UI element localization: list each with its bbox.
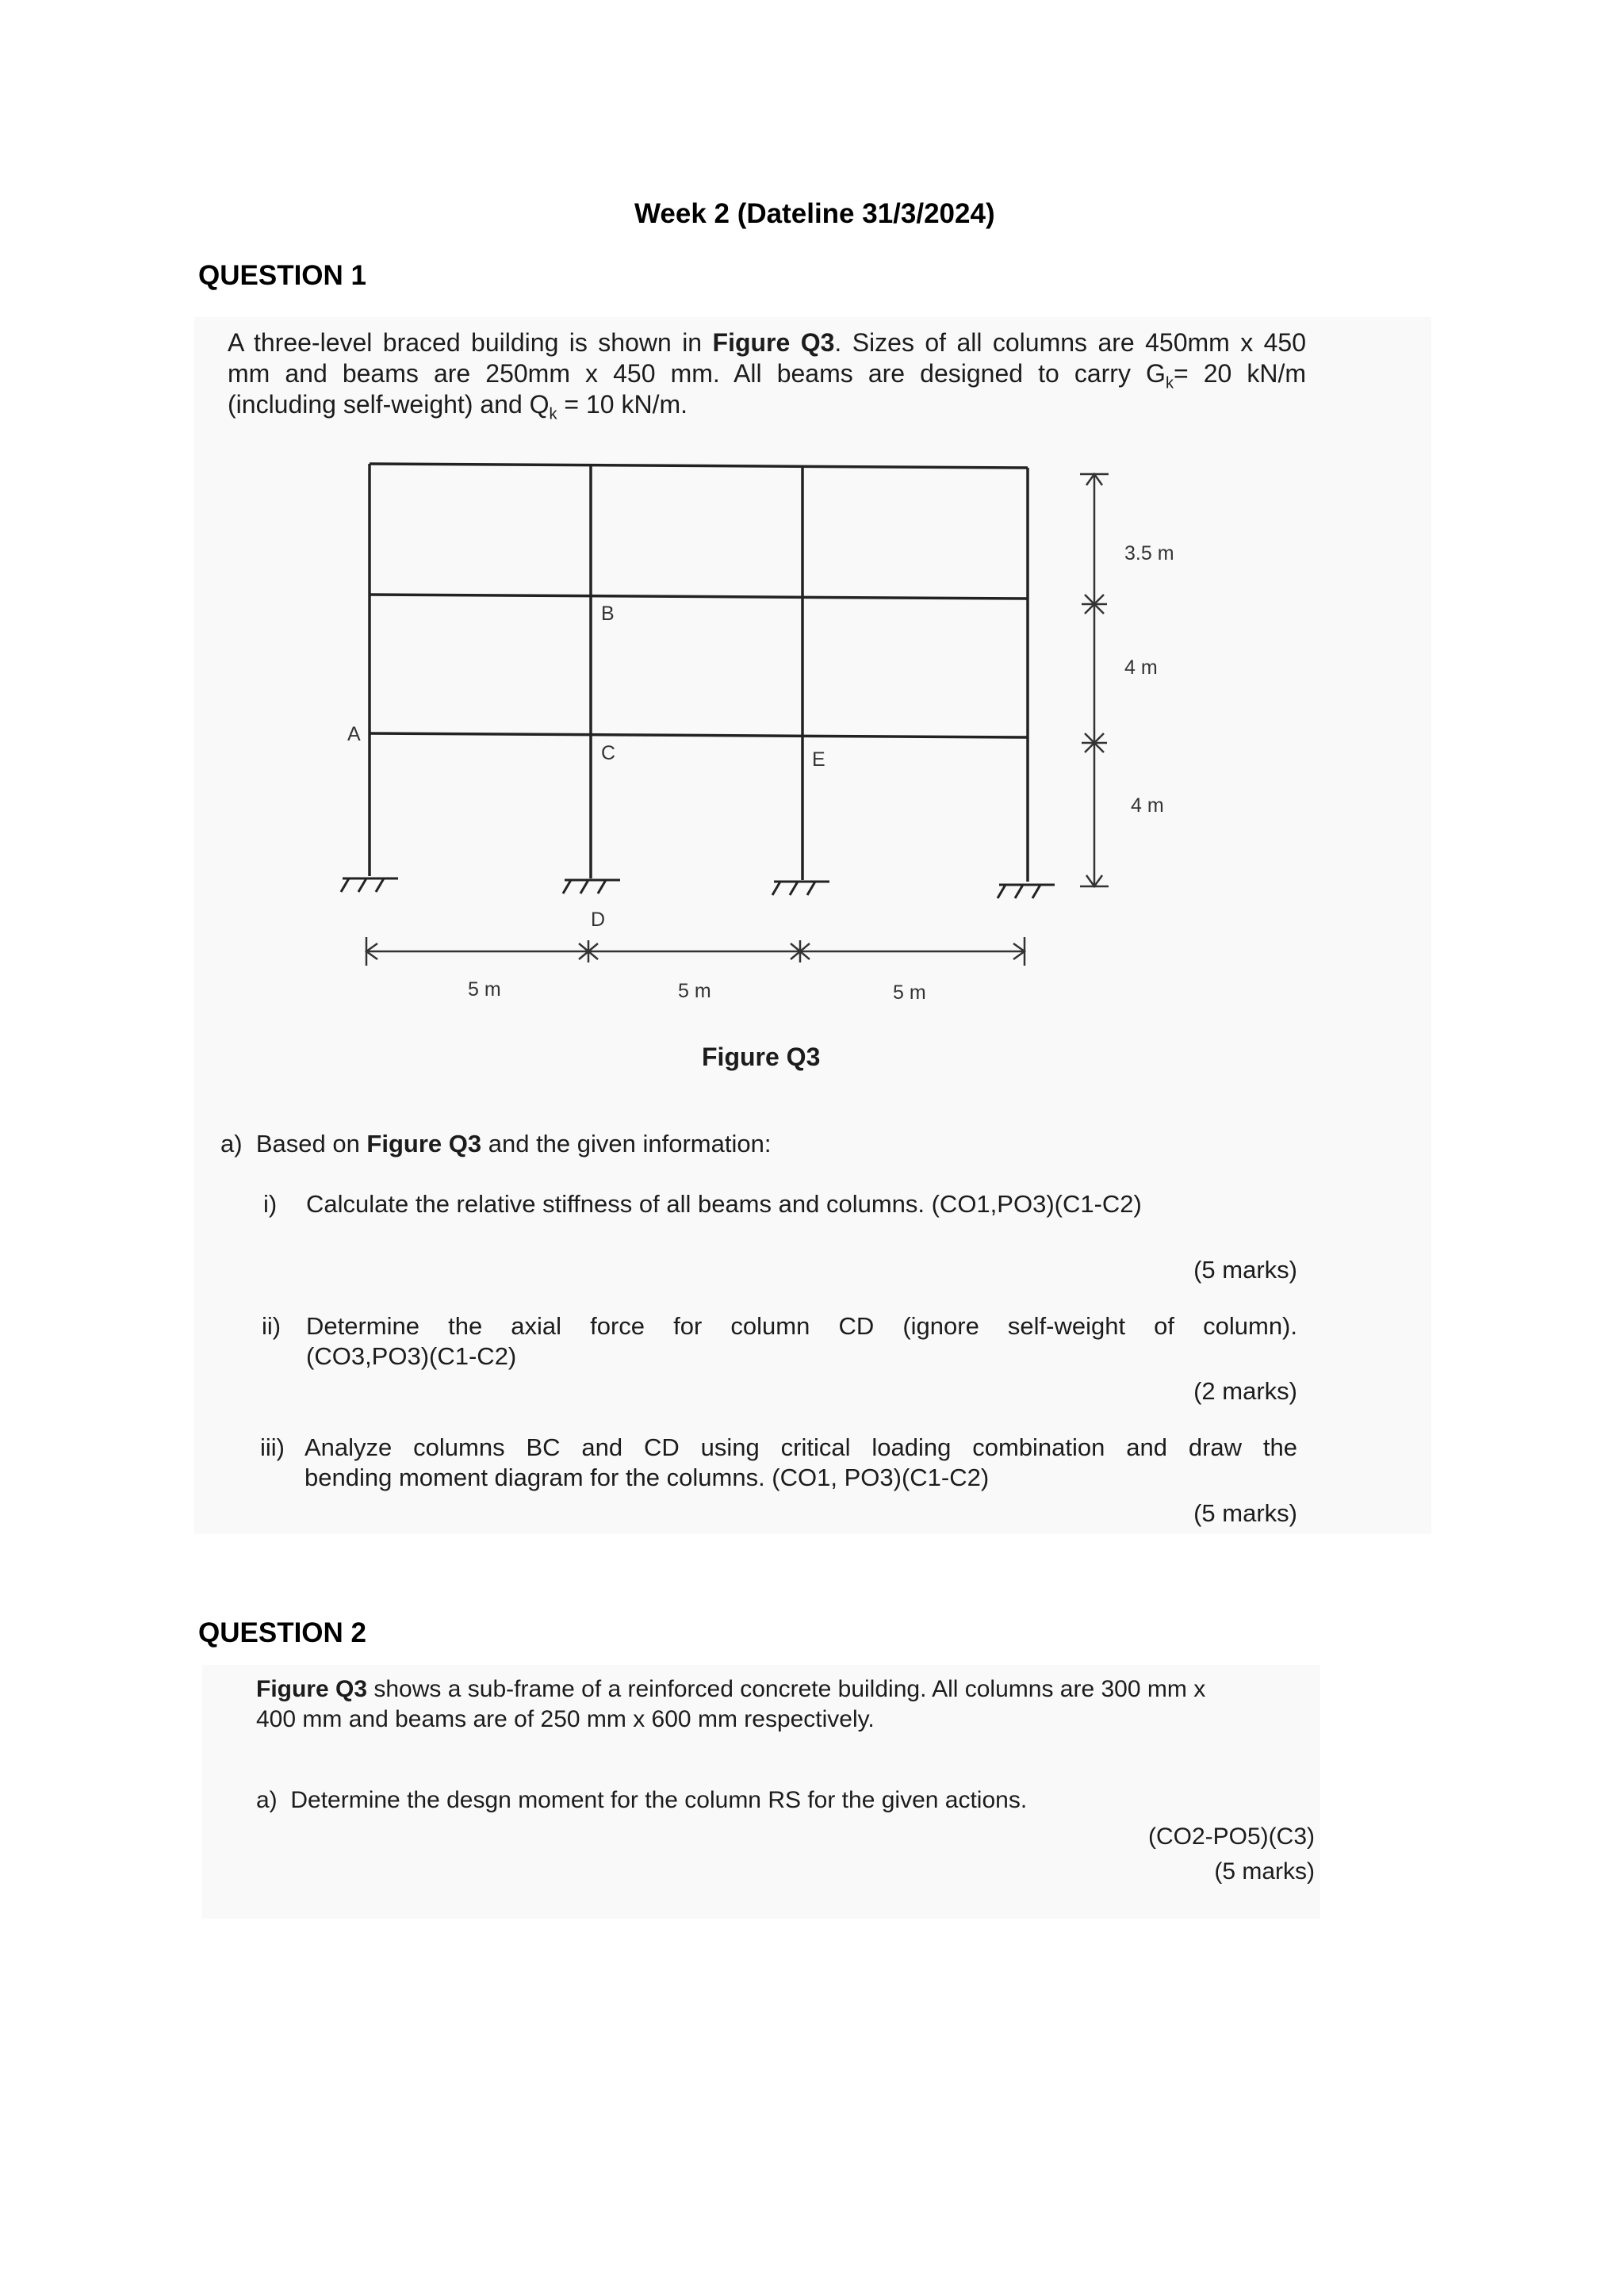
q1-subpart-i-text: Calculate the relative stiffness of all beams and columns. (CO1,PO3)(C1-C2) <box>306 1190 1142 1218</box>
dim-width-3: 5 m <box>893 982 926 1004</box>
horizontal-dimension <box>366 937 1025 966</box>
q1-subpart-iii-line-1: Analyze columns BC and CD using critical loading combination and draw the <box>304 1433 1297 1461</box>
question-1-heading: QUESTION 1 <box>198 260 366 291</box>
q1-subpart-ii-line-1: Determine the axial force for column CD (ignore self-weight of column). <box>306 1312 1297 1340</box>
q1-part-a: a) Based on Figure Q3 and the given information: <box>220 1130 772 1158</box>
dim-height-3: 4 m <box>1131 794 1164 817</box>
first-floor-beam <box>370 733 1028 737</box>
q1-subpart-iii-num: iii) <box>260 1433 285 1461</box>
fixed-supports <box>341 878 1055 898</box>
dim-width-1: 5 m <box>468 978 501 1001</box>
q2-part-a: a) Determine the desgn moment for the column RS for the given actions. <box>256 1787 1028 1813</box>
question-2-heading: QUESTION 2 <box>198 1617 366 1648</box>
q1-subpart-i-num: i) <box>263 1190 278 1218</box>
support-2 <box>563 880 620 894</box>
page-title: Week 2 (Dateline 31/3/2024) <box>634 198 995 229</box>
q1-subpart-iii-marks: (5 marks) <box>1193 1499 1297 1527</box>
q1-intro-line-1: A three-level braced building is shown in Figure Q3. Sizes of all columns are 450mm x 450 <box>228 328 1307 357</box>
support-1 <box>341 878 398 892</box>
support-4 <box>998 885 1055 898</box>
dim-width-2: 5 m <box>678 980 711 1002</box>
q1-subpart-i-marks: (5 marks) <box>1193 1256 1297 1284</box>
dim-height-1: 3.5 m <box>1124 542 1174 564</box>
vertical-dimension <box>1080 474 1109 886</box>
q1-subpart-ii-line-2: (CO3,PO3)(C1-C2) <box>306 1342 517 1370</box>
q1-subpart-iii-line-2: bending moment diagram for the columns. (CO1, PO3)(C1-C2) <box>304 1464 990 1491</box>
q2-part-a-codes: (CO2-PO5)(C3) <box>1147 1823 1315 1850</box>
frame-lines <box>370 464 1028 882</box>
q1-intro-line-2: mm and beams are 250mm x 450 mm. All beams are designed to carry $G_k= 20$ kN/m <box>228 359 1307 392</box>
node-label-e: E <box>812 748 825 771</box>
support-3 <box>772 882 829 895</box>
node-label-c: C <box>601 742 616 764</box>
q2-intro-line-1: Figure Q3 shows a sub-frame of a reinforced concrete building. All columns are 300 mm x <box>256 1676 1206 1702</box>
node-label-d: D <box>591 909 606 931</box>
q2-part-a-marks: (5 marks) <box>1214 1858 1315 1885</box>
q1-subpart-ii-num: ii) <box>262 1312 282 1340</box>
dim-height-2: 4 m <box>1124 656 1158 679</box>
frame-figure <box>0 0 1624 1110</box>
q1-intro-line-3: (including self-weight) and $Q_k = 10$ kN/m. <box>228 390 688 423</box>
q1-subpart-ii-marks: (2 marks) <box>1193 1377 1297 1405</box>
roof-beam <box>370 464 1028 468</box>
node-label-b: B <box>601 603 615 625</box>
second-floor-beam <box>370 595 1028 599</box>
node-label-a: A <box>347 723 361 745</box>
figure-caption: Figure Q3 <box>702 1043 821 1071</box>
q2-intro-line-2: 400 mm and beams are of 250 mm x 600 mm respectively. <box>256 1706 875 1732</box>
